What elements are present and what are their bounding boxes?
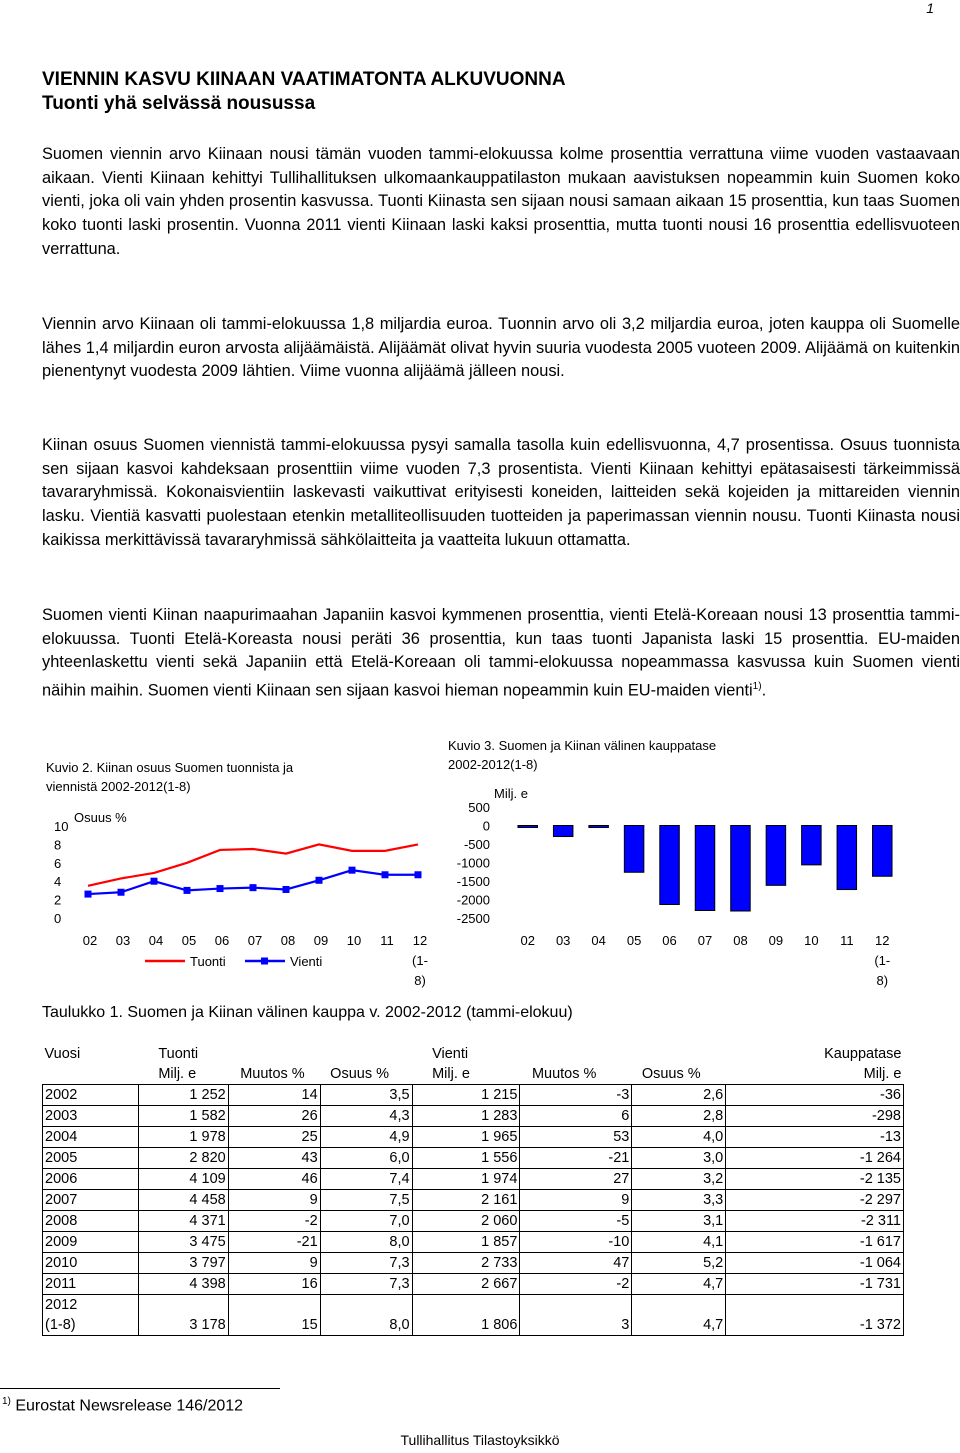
footnote-separator [0,1388,280,1389]
chart-2-bar [518,826,538,828]
chart-1-ytick: 0 [54,911,62,926]
paragraph-4-text: Suomen vienti Kiinan naapurimaahan Japaniin kasvoi kymmenen prosenttia, vienti Etelä-Koreaan nousi 13 prosenttia tammi-elokuussa. Tuonti Etelä-Koreasta nousi peräti 36 prosenttia, kun taas tuonti Japanista laski 15 prosenttia. EU-maiden yhteenlaskettu vienti sekä Japaniin että Etelä-Koreaan oli tammi-elokuussa nopeammassa kasvussa kuin Suomen vienti näihin maihin. Suomen vienti Kiinaan sen sijaan kasvoi hieman nopeammin kuin EU-maiden vienti [42,606,960,700]
chart-1-series-line-tuonti [88,844,418,885]
table-cell: 7,0 [320,1211,412,1232]
chart-1-caption-line2: viennistä 2002-2012(1-8) [46,779,191,794]
table-cell: -13 [726,1127,904,1148]
chart-1-caption [46,758,293,796]
table-cell: 2 060 [412,1211,520,1232]
table-cell: 3,2 [632,1169,726,1190]
page-footer: Tullihallitus Tilastoyksikkö [400,1432,560,1448]
chart-2-xtick-extra: 8) [876,973,889,988]
chart-2-xtick: 11 [840,933,854,948]
chart-1-point [184,887,191,894]
chart-2-bar [873,826,893,877]
table-year-line1: 2012 [45,1297,78,1313]
table-cell: 14 [228,1085,320,1106]
chart-2-bar [766,826,786,886]
chart-1-point [382,871,389,878]
chart-2-bar [695,826,715,911]
table-head-cell: Kauppatase [824,1046,902,1062]
table-cell: -1 372 [726,1295,904,1336]
table-cell: 3 475 [138,1232,228,1253]
table-cell: -1 731 [726,1274,904,1295]
chart-1-point [151,878,158,885]
table-cell: -36 [726,1085,904,1106]
chart-1-point [118,889,125,896]
table-row [43,1274,904,1295]
table-cell: -21 [520,1148,632,1169]
table-cell: -3 [520,1085,632,1106]
table-cell: 9 [228,1253,320,1274]
chart-1-xtick: 06 [214,933,230,948]
chart-2-caption-line1: Kuvio 3. Suomen ja Kiinan välinen kauppatase [448,738,717,753]
table-cell: -2 [520,1274,632,1295]
chart-2-xtick-extra: (1- [874,953,891,968]
table-cell: 1 252 [138,1085,228,1106]
page-number: 1 [926,0,934,16]
chart-1-point [250,884,257,891]
chart-2-caption [448,736,716,774]
table-year-cell: 2008 [43,1211,139,1232]
table-cell: 7,3 [320,1253,412,1274]
paragraph-1: Suomen viennin arvo Kiinaan nousi tämän vuoden tammi-elokuussa kolme prosenttia verrattuna viime vuoden vastaavaan aikaan. Vienti Kiinaan kehittyi Tullihallituksen ulkomaankauppatilaston mukaan aavistuksen nopeammin kuin Suomen koko vienti, joka oli vain yhden prosentin kasvussa. Tuonti Kiinasta sen sijaan nousi samaan aikaan 15 prosenttia, kun taas Suomen koko tuonti laski prosentin. Vuonna 2011 vienti Kiinaan laski kaksi prosenttia, mutta tuonti nousi 16 prosenttia edellisvuoteen verrattuna. [42,145,960,258]
table-cell: 15 [228,1295,320,1336]
chart-2-xtick: 07 [697,933,713,948]
table-cell: -2 135 [726,1169,904,1190]
chart-1-point [415,871,422,878]
table-cell: 1 582 [138,1106,228,1127]
table-head-cell: Muutos % [531,1066,597,1082]
chart-2-ytick: -2000 [456,892,490,908]
table-cell: 7,5 [320,1190,412,1211]
chart-1-point [316,877,323,884]
table-cell: 8,0 [320,1295,412,1336]
table-cell: 27 [520,1169,632,1190]
chart-2-bar [624,826,644,873]
chart-1-ytick: 6 [54,855,62,871]
table-cell: -2 [228,1211,320,1232]
table-cell: 3 [520,1295,632,1336]
table-year-cell: 2005 [43,1148,139,1169]
table-cell: 3 797 [138,1253,228,1274]
chart-1-xtick: 12 [412,933,428,948]
chart-2-xtick: 03 [555,933,571,948]
table-row [43,1148,904,1169]
table-row [43,1295,904,1336]
chart-2-bar [553,826,573,837]
table-row [43,1190,904,1211]
table-head-cell [520,1044,632,1064]
table-row [43,1127,904,1148]
table-year-cell: 2002 [43,1085,139,1106]
document-title [42,68,566,116]
chart-1-ytick: 2 [54,892,62,908]
chart-2-xtick: 06 [662,933,677,948]
table-cell: 3 178 [138,1295,228,1336]
table-year-cell: 2010 [43,1253,139,1274]
paragraph-2: Viennin arvo Kiinaan oli tammi-elokuussa 1,8 miljardia euroa. Tuonnin arvo oli 3,2 miljardia euroa, joten kauppa oli Suomelle lähes 1,4 miljardin euron arvosta alijäämäistä. Alijäämät olivat hyvin suuria vuodesta 2005 vuoteen 2009. Alijäämä on kuitenkin pienentynyt vuodesta 2009 lähtien. Viime vuonna alijäämä jälleen nousi. [42,315,960,381]
table-cell: 25 [228,1127,320,1148]
table-cell: 4,0 [632,1127,726,1148]
chart-2-ylabel: Milj. e [494,786,528,801]
table-row [43,1232,904,1253]
chart-2-xtick: 05 [626,933,642,948]
chart-1-xtick: 04 [148,933,164,948]
chart-2-xtick: 08 [733,933,748,948]
table-cell: 4,3 [320,1106,412,1127]
chart-2-ytick: -500 [463,837,490,852]
table-head-cell [43,1064,139,1085]
table-row [43,1169,904,1190]
table-cell: -21 [228,1232,320,1253]
table-cell: -1 617 [726,1232,904,1253]
table-cell: 4 398 [138,1274,228,1295]
chart-2-bar [589,826,609,828]
table-head-cell: Tuonti [158,1046,199,1062]
table-head-cell [320,1044,412,1064]
table-cell: 4,7 [632,1274,726,1295]
table-row [43,1253,904,1274]
table-header-row-2 [43,1064,904,1085]
chart-1-legend-marker [261,958,268,965]
table-row [43,1211,904,1232]
table-head-cell: Osuus % [330,1066,390,1082]
table-year-cell: 2004 [43,1127,139,1148]
chart-1-point [85,891,92,898]
table-head-cell: Milj. e [158,1066,197,1082]
table-head-cell: Vuosi [44,1046,81,1062]
chart-2-bar [660,826,680,905]
footnote-ref: 1) [752,681,762,693]
title-sub: Tuonti yhä selvässä nousussa [42,93,316,114]
chart-1-xtick: 11 [380,933,394,948]
chart-2-xtick: 09 [768,933,784,948]
table-cell: 2 820 [138,1148,228,1169]
table-year-cell: 2009 [43,1232,139,1253]
table-cell: 3,3 [632,1190,726,1211]
table-cell: 6,0 [320,1148,412,1169]
paragraph-4-end: . [761,681,767,700]
table-cell: 4 109 [138,1169,228,1190]
chart-2-xtick: 12 [875,933,890,948]
table-cell: 1 974 [412,1169,520,1190]
chart-2-bar [802,826,822,865]
chart-1-point [283,886,290,893]
table-cell: -298 [726,1106,904,1127]
chart-1-xtick: 10 [346,933,362,948]
table-cell: 4 371 [138,1211,228,1232]
table-cell: 2,6 [632,1085,726,1106]
footnote [2,1396,243,1415]
chart-1-xtick: 03 [115,933,131,948]
chart-2-ytick: 0 [482,818,490,834]
table-cell: -10 [520,1232,632,1253]
chart-2-xtick: 04 [591,933,606,948]
trade-balance-bar-chart [440,780,920,995]
table-cell: 1 556 [412,1148,520,1169]
table-cell: 9 [520,1190,632,1211]
table-cell: 53 [520,1127,632,1148]
table-year-cell: 2011 [43,1274,139,1295]
chart-1-legend-label: Vienti [290,954,323,969]
table-row [43,1085,904,1106]
table-cell: 1 806 [412,1295,520,1336]
chart-1-point [349,867,356,874]
table-cell: 4,7 [632,1295,726,1336]
chart-2-xtick: 10 [804,933,819,948]
table-year-cell: 2006 [43,1169,139,1190]
table-head-cell [632,1044,726,1064]
chart-1-ylabel: Osuus % [74,810,127,825]
table-cell: 3,0 [632,1148,726,1169]
table-head-cell: Muutos % [240,1066,305,1082]
table-cell: 1 215 [412,1085,520,1106]
table-cell: -2 311 [726,1211,904,1232]
table-cell: 9 [228,1190,320,1211]
table-cell: -1 264 [726,1148,904,1169]
table-head-cell: Milj. e [432,1066,470,1082]
table-head-cell [228,1044,320,1064]
table-cell: 43 [228,1148,320,1169]
table-cell: 26 [228,1106,320,1127]
chart-1-xtick: 07 [247,933,263,948]
chart-1-xtick-extra: 8) [414,973,426,988]
table-cell: 1 965 [412,1127,520,1148]
table-cell: 3,1 [632,1211,726,1232]
table-head-cell: Osuus % [641,1066,701,1082]
table-head-cell: Milj. e [863,1066,902,1082]
table-cell: 7,4 [320,1169,412,1190]
chart-2-ytick: -2500 [456,911,490,926]
table-year-cell: 2007 [43,1190,139,1211]
table-cell: 16 [228,1274,320,1295]
table-cell: 5,2 [632,1253,726,1274]
table-cell: 2,8 [632,1106,726,1127]
chart-1-caption-line1: Kuvio 2. Kiinan osuus Suomen tuonnista ja [46,760,294,775]
chart-2-caption-line2: 2002-2012(1-8) [448,757,538,772]
table-year-cell: 2003 [43,1106,139,1127]
chart-2-bar [731,826,751,912]
table-cell: 1 283 [412,1106,520,1127]
table-cell: 3,5 [320,1085,412,1106]
table-cell: 1 978 [138,1127,228,1148]
footnote-mark: 1) [2,1396,11,1407]
table-cell: 4,1 [632,1232,726,1253]
title-main: VIENNIN KASVU KIINAAN VAATIMATONTA ALKUVUONNA [42,69,566,90]
chart-1-xtick-extra: (1- [412,953,428,968]
chart-2-ytick: -1500 [456,874,490,889]
table-cell: 47 [520,1253,632,1274]
table-header-row-1 [43,1044,904,1064]
chart-1-ytick: 8 [54,837,62,853]
trade-table [42,1044,904,1336]
table-cell: 6 [520,1106,632,1127]
table-year-line2: (1-8) [45,1317,76,1333]
table-cell: -2 297 [726,1190,904,1211]
table-cell: -1 064 [726,1253,904,1274]
chart-1-xtick: 05 [181,933,197,948]
table-head-cell: Vienti [432,1046,469,1062]
table-cell: 2 667 [412,1274,520,1295]
chart-1-ytick: 10 [54,819,69,834]
table-cell: 46 [228,1169,320,1190]
chart-1-legend-label: Tuonti [190,954,226,969]
table-cell: 8,0 [320,1232,412,1253]
share-line-chart [40,800,440,995]
table-cell: -5 [520,1211,632,1232]
table-caption: Taulukko 1. Suomen ja Kiinan välinen kauppa v. 2002-2012 (tammi-elokuu) [42,1004,573,1021]
table-cell: 4 458 [138,1190,228,1211]
paragraph-4 [42,604,960,703]
chart-1-xtick: 02 [82,933,98,948]
table-cell: 4,9 [320,1127,412,1148]
paragraph-3: Kiinan osuus Suomen viennistä tammi-elokuussa pysyi samalla tasolla kuin edellisvuonna, 4,7 prosentissa. Osuus tuonnista sen sijaan kasvoi kahdeksaan prosenttiin viime vuoden 7,3 prosentista. Vienti Kiinaan kehittyi epätasaisesti tärkeimmissä tavararyhmissä. Kokonaisvientiin laskevasti vaikuttivat erityisesti koneiden, laitteiden sekä kojeiden ja mittareiden viennin lasku. Vientiä kasvatti puolestaan etenkin metalliteollisuuden tuotteiden ja paperimassan viennin nousu. Tuonti Kiinasta nousi kaikissa merkittävissä tavararyhmissä sähkölaitteita ja vaatteita lukuun ottamatta. [42,436,960,549]
chart-1-ytick: 4 [54,874,62,890]
table-year-cell [43,1295,139,1336]
table-cell: 7,3 [320,1274,412,1295]
chart-1-xtick: 08 [280,933,296,948]
chart-2-ytick: -1000 [456,855,490,871]
chart-2-ytick: 500 [468,800,490,815]
footnote-text: Eurostat Newsrelease 146/2012 [15,1397,244,1415]
chart-1-xtick: 09 [313,933,329,948]
table-cell: 1 857 [412,1232,520,1253]
table-row [43,1106,904,1127]
chart-1-point [217,885,224,892]
table-cell: 2 161 [412,1190,520,1211]
chart-2-xtick: 02 [520,933,535,948]
table-cell: 2 733 [412,1253,520,1274]
chart-2-bar [837,826,857,890]
